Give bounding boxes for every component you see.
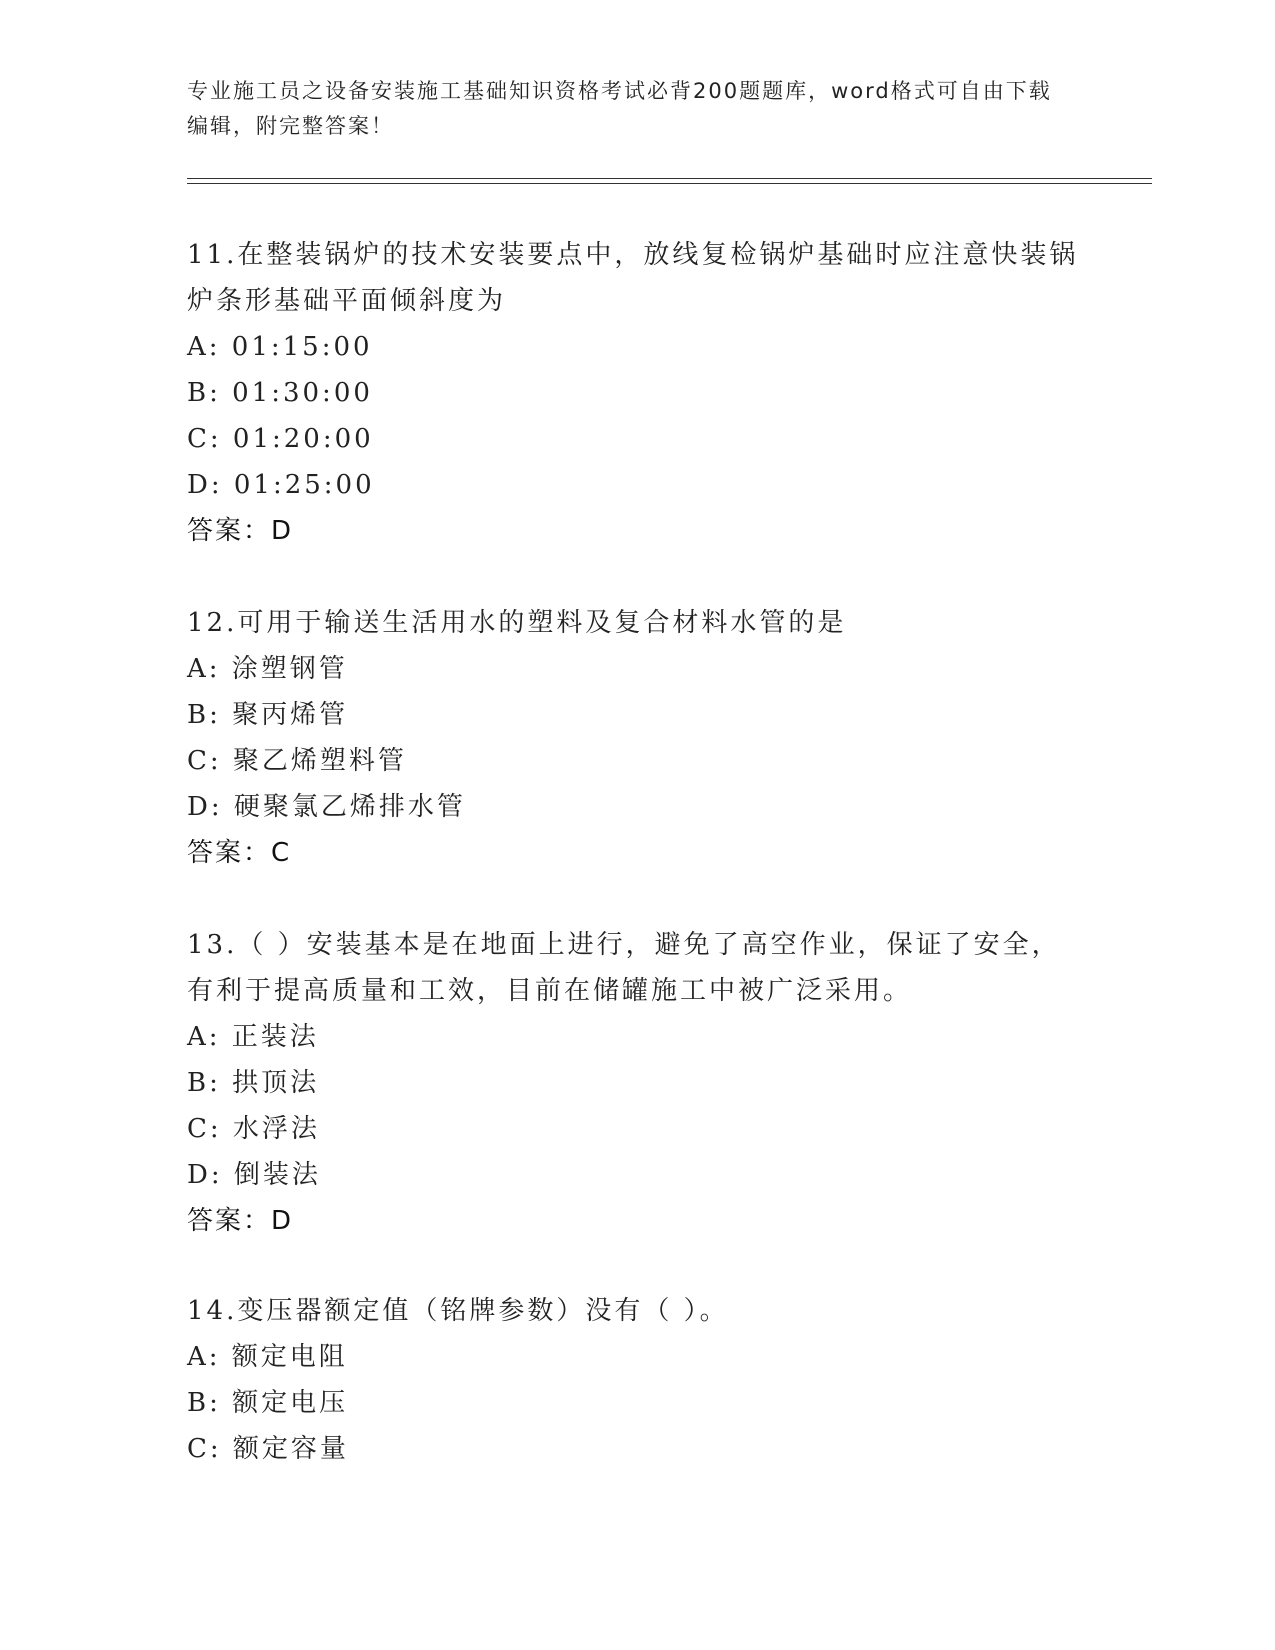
question-stem: 11.在整装锅炉的技术安装要点中，放线复检锅炉基础时应注意快装锅炉条形基础平面倾斜度为	[187, 240, 1079, 316]
answer-line: 答案：D	[187, 1206, 294, 1236]
option-d: D: 硬聚氯乙烯排水管	[187, 792, 466, 822]
option-c: C: 01:20:00	[187, 424, 374, 454]
answer-line: 答案：C	[187, 838, 292, 868]
option-a: A: 额定电阻	[187, 1342, 348, 1372]
option-d: D: 01:25:00	[187, 470, 375, 500]
answer-line: 答案：D	[187, 516, 294, 546]
option-c: C: 额定容量	[187, 1434, 349, 1464]
question-12	[187, 600, 1087, 876]
header-divider-top	[187, 178, 1152, 179]
question-stem: 12.可用于输送生活用水的塑料及复合材料水管的是	[187, 608, 847, 638]
question-stem: 14.变压器额定值（铭牌参数）没有（ ）。	[187, 1296, 729, 1326]
option-d: D: 倒装法	[187, 1160, 321, 1190]
option-a: A: 涂塑钢管	[187, 654, 348, 684]
option-b: B: 聚丙烯管	[187, 700, 349, 730]
document-header-title: 专业施工员之设备安装施工基础知识资格考试必背200题题库，word格式可自由下载编辑，附完整答案！	[187, 79, 1052, 138]
option-a: A: 正装法	[187, 1022, 319, 1052]
question-11	[187, 232, 1087, 554]
option-a: A: 01:15:00	[187, 332, 373, 362]
option-c: C: 水浮法	[187, 1114, 320, 1144]
question-14	[187, 1288, 1087, 1472]
question-stem: 13.（ ）安装基本是在地面上进行，避免了高空作业，保证了安全，有利于提高质量和工效，目前在储罐施工中被广泛采用。	[187, 930, 1061, 1006]
option-b: B: 01:30:00	[187, 378, 373, 408]
option-b: B: 拱顶法	[187, 1068, 320, 1098]
header-divider-bottom	[187, 183, 1152, 184]
option-b: B: 额定电压	[187, 1388, 349, 1418]
question-13	[187, 922, 1087, 1244]
option-c: C: 聚乙烯塑料管	[187, 746, 407, 776]
